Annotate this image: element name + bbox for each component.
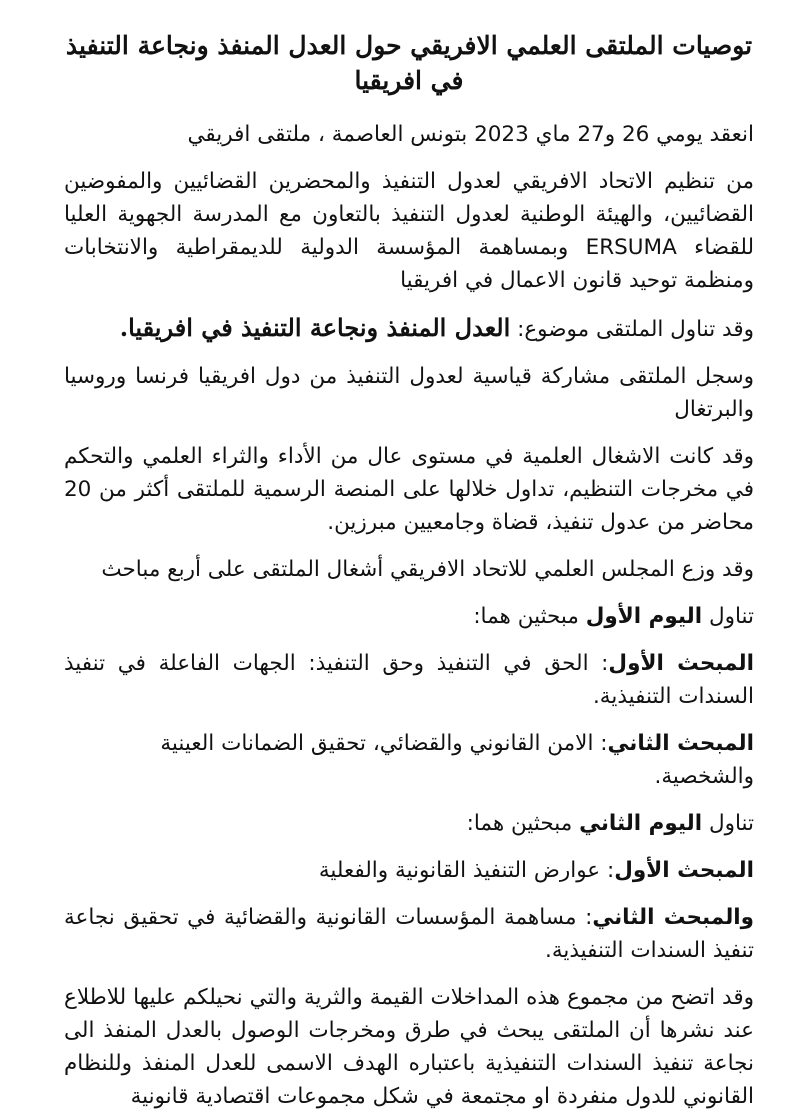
- section-label: المبحث الأول: [608, 651, 754, 676]
- paragraph-date: انعقد يومي 26 و27 ماي 2023 بتونس العاصمة ، ملتقى افريقي: [187, 122, 754, 147]
- paragraph-organizers: من تنظيم الاتحاد الافريقي لعدول التنفيذ والمحضرين القضائيين والمفوضين القضائيين، والهيئة الوطنية لعدول التنفيذ بالتعاون مع المدرسة الجهوية العليا للقضاء ERSUMA وبمساهمة المؤسسة الدولية للديمقراطية والانتخابات ومنظمة توحيد قانون الاعمال في افريقيا: [64, 169, 754, 293]
- day-two-suffix: مبحثين هما:: [466, 811, 580, 836]
- section-label: المبحث الثاني: [607, 731, 754, 756]
- section-label: والمبحث الثاني: [592, 905, 755, 930]
- paragraph-day-two: [64, 807, 754, 840]
- day-two-prefix: تناول: [702, 811, 754, 836]
- paragraph-conclusion: وقد اتضح من مجموع هذه المداخلات القيمة والثرية والتي نحيلكم عليها للاطلاع عند نشرها أن الملتقى يبحث في طرق ومخرجات الوصول بالعدل المنفذ الى نجاعة تنفيذ السندات التنفيذية باعتباره الهدف الاسمى للعدل المنفذ وللنظام القانوني للدول منفردة او مجتمعة في شكل مجموعات اقتصادية قانونية: [64, 985, 754, 1109]
- paragraph-day-two-section-one: [64, 854, 754, 887]
- day-one-suffix: مبحثين هما:: [473, 604, 586, 629]
- topic-highlight: العدل المنفذ ونجاعة التنفيذ في افريقيا.: [119, 313, 511, 342]
- paragraph-topic: [64, 311, 754, 346]
- section-text: : الحق في التنفيذ وحق التنفيذ: الجهات الفاعلة في تنفيذ السندات التنفيذية.: [64, 651, 754, 709]
- day-one-prefix: تناول: [702, 604, 754, 629]
- paragraph-distribution: وقد وزع المجلس العلمي للاتحاد الافريقي أشغال الملتقى على أربع مباحث: [101, 557, 754, 582]
- topic-prefix: وقد تناول الملتقى موضوع:: [510, 317, 754, 342]
- section-text: : الامن القانوني والقضائي، تحقيق الضمانات العينية والشخصية.: [160, 731, 754, 789]
- section-text: : عوارض التنفيذ القانونية والفعلية: [318, 858, 615, 883]
- day-one-label: اليوم الأول: [585, 604, 703, 629]
- document-title: توصيات الملتقى العلمي الافريقي حول العدل المنفذ ونجاعة التنفيذ في افريقيا: [65, 31, 753, 95]
- paragraph-day-two-section-two: [64, 901, 754, 967]
- paragraph-sessions: وقد كانت الاشغال العلمية في مستوى عال من الأداء والثراء العلمي والتحكم في مخرجات التنظيم، تداول خلالها على المنصة الرسمية للملتقى أكثر من 20 محاضر من عدول تنفيذ، قضاة وجامعيين مبرزين.: [64, 444, 754, 535]
- section-text: : مساهمة المؤسسات القانونية والقضائية في تحقيق نجاعة تنفيذ السندات التنفيذية.: [64, 905, 754, 963]
- day-two-label: اليوم الثاني: [579, 811, 703, 836]
- paragraph-participation: وسجل الملتقى مشاركة قياسية لعدول التنفيذ من دول افريقيا فرنسا وروسيا والبرتغال: [64, 364, 754, 422]
- paragraph-day-one-section-two: [64, 727, 754, 793]
- paragraph-day-one-section-one: [64, 647, 754, 713]
- paragraph-day-one: [64, 600, 754, 633]
- section-label: المبحث الأول: [614, 858, 754, 883]
